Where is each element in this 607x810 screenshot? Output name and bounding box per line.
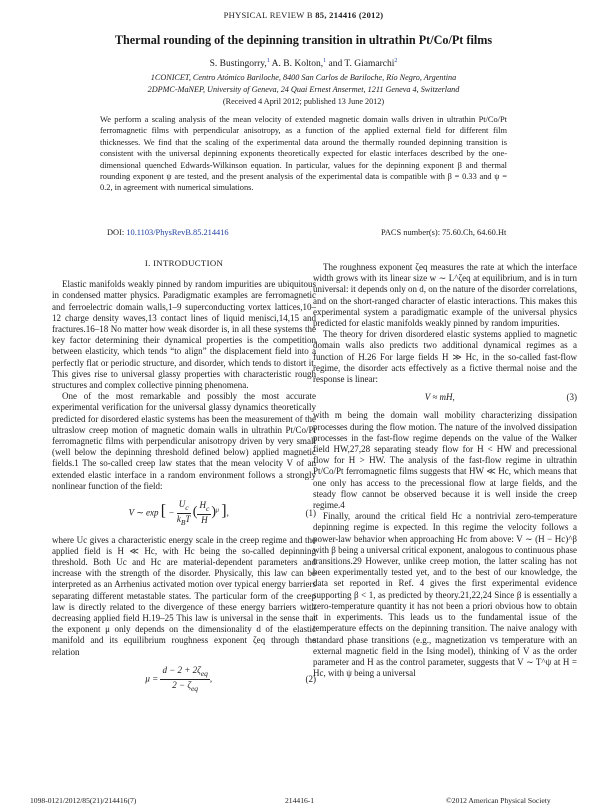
doi-label: DOI: — [107, 228, 127, 237]
journal-name: PHYSICAL REVIEW B — [223, 10, 313, 20]
journal-header — [0, 10, 607, 20]
author-3-aff: 2 — [394, 58, 398, 64]
equation-2 — [52, 665, 316, 694]
footer-page-number: 214416-1 — [285, 796, 315, 805]
right-paragraph-1: The roughness exponent ζeq measures the rate at which the interface width grows with its linear size w ∼ L^ζeq at equilibrium, and is in turn universal: it depends only on d, on the nature of the disorder correlations, and on the short-ranged character of elastic interactions. This makes this experimental system a paradigmatic example of the universal physics predicted for elastic manifolds weakly pinned by random impurities. — [313, 262, 577, 329]
paper-title: Thermal rounding of the depinning transition in ultrathin Pt/Co/Pt films — [114, 33, 493, 47]
equation-1-lhs: V ∼ exp — [128, 507, 159, 518]
author-2-aff: 1 — [323, 58, 327, 64]
equation-3-body: V ≈ mH, — [424, 392, 455, 403]
volume-line: 85, 214416 (2012) — [315, 10, 384, 20]
abstract: We perform a scaling analysis of the mean velocity of extended magnetic domain walls driven in ultrathin Pt/Co/Pt ferromagnetic films with perpendicular anisotropy, as a function of the applied external field for different film thicknesses. We find that the scaling of the experimental data around the thermally rounded depinning transition is consistent with the universal depinning exponents theoretically expected for elastic interfaces described by the one-dimensional quenched Edwards-Wilkinson equation. In particular, values for the depinning exponent β and thermal rounding exponent ψ are tested, and the present analysis of the experimental data is compatible with β = 0.33 and ψ = 0.2, in agreement with numerical simulations. — [100, 115, 507, 193]
left-column — [52, 258, 316, 700]
right-column — [313, 262, 577, 679]
equation-2-number: (2) — [305, 673, 316, 684]
author-list — [0, 58, 607, 69]
intro-paragraph-1: Elastic manifolds weakly pinned by random impurities are ubiquitous in condensed matter physics. Paradigmatic examples are ferromagnetic and ferroelectric domain walls,1–9 superconducting vortex lattices,10–12 charge density waves,13 contact lines of liquid menisci,14,15 and fractures.16–18 No matter how weak disorder is, in all these systems the key factor determining their dynamical properties is the competition between elasticity, which tends “to align” the displacement field into a perfectly flat or periodic structure, and disorder, which tends to distort it. This gives rise to universal glassy properties with characteristic rough structures and complex collective pinning phenomena. — [52, 279, 316, 391]
intro-paragraph-3: where Uc gives a characteristic energy scale in the creep regime and the applied field is H ≪ Hc, with Hc being the so-called depinning threshold. Both Uc and Hc are material-dependent parameters and increase with the strength of the disorder. Physically, this law can be interpreted as an Arrhenius activated motion over typical energy barriers separating different metastable states. The particular form of the creep law is directly related to the divergence of these energy barriers with decreasing applied field H.19–25 This law is universal in the sense that the exponent μ only depends on the dimensionality d of the elastic manifold and its equilibrium roughness exponent ζeq through the relation — [52, 534, 316, 657]
equation-2-lhs: μ = — [145, 673, 159, 684]
received-dates: (Received 4 April 2012; published 13 June 2012) — [222, 97, 385, 106]
doi-line — [107, 228, 229, 237]
equation-1 — [52, 499, 316, 528]
equation-3 — [313, 392, 577, 403]
intro-paragraph-2: One of the most remarkable and possibly the most accurate experimental verification for the universal glassy dynamics theoretically predicted for disordered elastic systems has been the measurement of the ultraslow creep motion of magnetic domain walls in ultrathin Pt/Co/Pt ferromagnetic films with perpendicular anisotropy driven by very small (well below the depinning threshold defined below) applied magnetic fields.1 The so-called creep law states that the mean velocity V of an extended elastic interface in a random environment follows a strongly nonlinear function of the field: — [52, 391, 316, 491]
author-2: A. B. Kolton, — [269, 59, 324, 70]
right-paragraph-4: Finally, around the critical field Hc a nontrivial zero-temperature depinning regime is expected. In this regime the velocity follows a power-law behavior when approaching Hc from above: V ∼ (H − Hc)^β with β being a universal critical exponent, analogous to continuous phase transitions.29 However, unlike creep motion, the latter scaling has not been experimentally tested yet, and to the best of our knowledge, the data set reported in Ref. 4 gives the first experimental evidence supporting β < 1, as predicted by theory.21,22,24 Since β is essentially a zero-temperature quantity it has not been a priori obvious how to obtain it in experiments. This leads us to the fundamental issue of the temperature effects on the depinning transition. The naive analogy with standard phase transitions (e.g., magnetization vs temperature with an external magnetic field in the Ising model), thinking of V as the order parameter and H as the control parameter, suggests that V ∼ T^ψ at H = Hc, with ψ being a universal — [313, 511, 577, 679]
pacs-numbers: PACS number(s): 75.60.Ch, 64.60.Ht — [381, 228, 507, 237]
author-3: and T. Giamarchi — [326, 59, 395, 70]
equation-1-body: V ∼ exp [ − $\frac{U_c}{k_BT}$ ( $\frac{H_c}{H}$ )$^\mu$ ], — [128, 499, 229, 527]
author-1: S. Bustingorry, — [209, 59, 267, 70]
footer-issn: 1098-0121/2012/85(21)/214416(7) — [30, 796, 137, 805]
footer-copyright: ©2012 American Physical Society — [446, 796, 551, 805]
affiliation-1: 1CONICET, Centro Atómico Bariloche, 8400 San Carlos de Bariloche, Río Negro, Argentina — [150, 73, 457, 82]
right-paragraph-2: The theory for driven disordered elastic systems applied to magnetic domain walls also predicts two additional dynamical regimes as a function of H.26 For large fields H ≫ Hc, in the so-called fast-flow regime, the disorder acts effectively as a fictive thermal noise and the response is linear: — [313, 329, 577, 385]
equation-3-number: (3) — [566, 392, 577, 403]
section-heading: I. INTRODUCTION — [144, 258, 224, 268]
right-paragraph-3: with m being the domain wall mobility characterizing dissipation processes during the flow motion. The nature of the involved dissipation processes in the fast-flow regime depends on the value of the Walker field HW,27,28 separating steady flow for H < HW and precessional flow for H > HW. The analysis of the fast-flow regime in ultrathin Pt/Co/Pt ferromagnetic films suggests that HW ≪ Hc, which means that one only has access to the precessional flow at large fields, and the steady flow cannot be observed because it is well inside the creep regime.4 — [313, 410, 577, 511]
equation-2-body: μ = $\frac{d - 2 + 2\zeta_{eq}}{2 - \zeta_{eq}}$ , — [145, 664, 213, 693]
doi-link[interactable]: 10.1103/PhysRevB.85.214416 — [126, 228, 229, 237]
equation-1-number: (1) — [305, 507, 316, 518]
affiliation-2: 2DPMC-MaNEP, University of Geneva, 24 Quai Ernest Ansermet, 1211 Geneva 4, Switzerland — [147, 85, 460, 94]
author-1-aff: 1 — [266, 58, 270, 64]
